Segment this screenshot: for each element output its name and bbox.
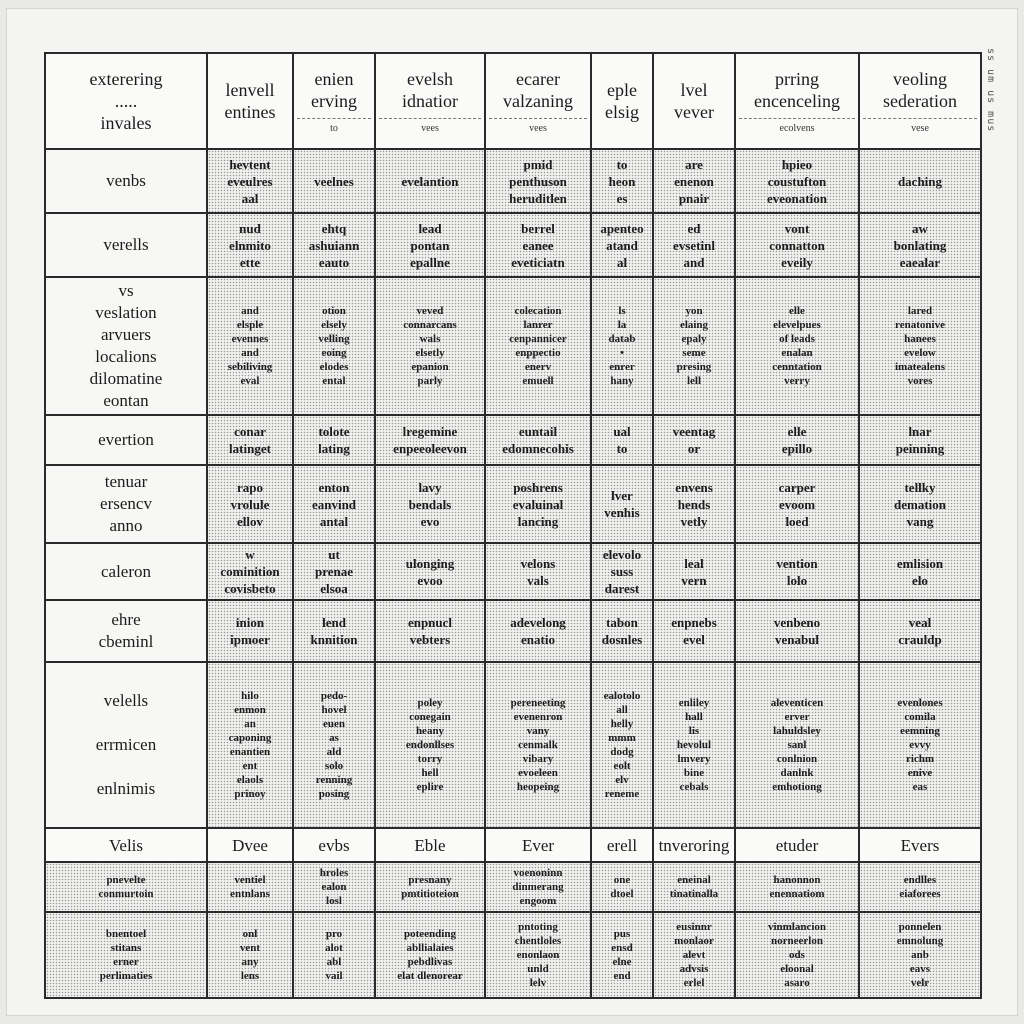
column-header — [293, 53, 375, 149]
section-header-cell — [375, 828, 485, 862]
table-cell — [293, 415, 375, 465]
table-cell-text: ehtq ashuiann eauto — [308, 220, 360, 270]
row-header-text: venbs — [106, 171, 146, 190]
table-cell-text: vention lolo — [776, 555, 818, 588]
footer-row — [45, 862, 981, 912]
section-header-row — [45, 828, 981, 862]
table-cell-text: envens hends vetly — [675, 479, 713, 529]
footer-cell-text: eneinal tinatinalla — [669, 874, 719, 900]
table-cell-text: conar latinget — [229, 424, 271, 456]
section-header-cell — [735, 828, 859, 862]
footer-cell — [375, 912, 485, 998]
table-cell-text: tolote lating — [318, 424, 350, 456]
table-cell — [375, 277, 485, 415]
table-cell — [485, 277, 591, 415]
footer-cell-text: endlles eiaforees — [899, 874, 941, 900]
table-cell — [859, 543, 981, 600]
footer-cell-text: pnevelte conmurtoin — [98, 874, 154, 900]
table-cell-text: lend knnition — [310, 615, 358, 647]
row-header — [45, 662, 207, 828]
table-cell — [375, 415, 485, 465]
table-cell-text: veal crauldp — [898, 615, 942, 647]
table-cell — [859, 149, 981, 213]
section-header-cell-text: Dvee — [232, 835, 268, 855]
footer-cell-text: presnany pmtitioteion — [401, 874, 459, 900]
row-header — [45, 600, 207, 662]
footer-cell-text: ventiel entnlans — [230, 874, 270, 900]
table-cell-text: elle epillo — [781, 424, 813, 456]
table-cell-text: lnar peinning — [895, 424, 945, 456]
table-cell — [859, 600, 981, 662]
table-cell-text: apenteo atand al — [600, 220, 644, 270]
table-cell-text: veved connarcans wals elsetly epanion parly — [403, 305, 457, 387]
section-header-cell-text: evbs — [318, 835, 350, 855]
footer-cell — [45, 862, 207, 912]
column-header — [375, 53, 485, 149]
footer-cell-text: poteending abllialaies pebdlivas elat dlenorear — [397, 928, 463, 982]
table-cell — [207, 213, 293, 277]
table-cell — [735, 543, 859, 600]
row-header — [45, 465, 207, 543]
table-cell — [591, 662, 653, 828]
column-header-text: enien erving — [311, 68, 357, 111]
table-cell — [293, 149, 375, 213]
table-cell — [485, 149, 591, 213]
data-table — [44, 52, 982, 999]
section-header-cell-text: erell — [606, 835, 638, 855]
table-cell — [207, 465, 293, 543]
column-header — [45, 53, 207, 149]
footer-cell-text: bnentoel stitans erner perlimaties — [99, 928, 153, 982]
table-cell-text: hilo enmon an caponing enantien ent elaols prinoy — [228, 690, 272, 800]
table-cell-text: enton eanvind antal — [311, 479, 357, 529]
table-cell — [293, 213, 375, 277]
table-cell — [859, 213, 981, 277]
section-header-cell — [485, 828, 591, 862]
row-header-text: evertion — [98, 430, 154, 449]
footer-cell-text: vinmlancion norneerlon ods eloonal asaro — [767, 921, 827, 989]
row-header-text: verells — [103, 235, 149, 254]
footer-cell-text: pro alot abl vail — [325, 928, 343, 982]
table-cell — [859, 277, 981, 415]
table-cell — [735, 465, 859, 543]
table-cell-text: leal vern — [681, 555, 707, 588]
column-subheader: vees — [489, 118, 587, 135]
row-header — [45, 149, 207, 213]
table-cell — [207, 277, 293, 415]
table-cell-text: are enenon pnair — [674, 156, 714, 206]
table-cell-text: rapo vrolule ellov — [230, 479, 270, 529]
table-cell-text: nud elnmito ette — [229, 220, 271, 270]
section-header-cell-text: Eble — [414, 835, 446, 855]
table-cell-text: lregemine enpeeoleevon — [393, 424, 467, 456]
section-header-cell — [859, 828, 981, 862]
table-cell — [207, 600, 293, 662]
table-cell-text: inion ipmoer — [230, 615, 270, 647]
footer-cell — [591, 912, 653, 998]
table-cell — [485, 465, 591, 543]
table-cell-text: hevtent eveulres aal — [227, 156, 273, 206]
table-cell — [485, 600, 591, 662]
table-cell — [591, 543, 653, 600]
table-cell — [375, 149, 485, 213]
table-cell-text: yon elaing epaly seme presing lell — [676, 305, 712, 387]
table-cell — [591, 415, 653, 465]
column-header-text: evelsh idnatior — [402, 68, 458, 111]
table-cell — [653, 277, 735, 415]
column-header-text: exterering ..... invales — [89, 69, 163, 133]
footer-cell — [653, 862, 735, 912]
table-cell — [293, 600, 375, 662]
table-cell — [375, 600, 485, 662]
table-cell-text: aw bonlating eaealar — [893, 220, 947, 270]
section-header-cell — [207, 828, 293, 862]
footer-cell — [207, 862, 293, 912]
table-cell-text: carper evoom loed — [778, 479, 816, 529]
row-header-text: vs veslation arvuers localions dilomatine eontan — [89, 281, 163, 410]
table-cell — [485, 543, 591, 600]
footer-cell-text: pntoting chentloles enonlaon unld lelv — [514, 921, 562, 989]
table-cell-text: lared renatonive hanees evelow imatealens vores — [894, 305, 946, 387]
table-cell-text: daching — [897, 173, 943, 189]
table-cell — [591, 149, 653, 213]
table-cell-text: ealotolo all helly mmm dodg eolt elv reneme — [603, 690, 641, 800]
table-row — [45, 662, 981, 828]
column-header — [653, 53, 735, 149]
table-cell-text: poshrens evaluinal lancing — [512, 479, 564, 529]
footer-cell-text: hanonnon enennatiom — [769, 874, 825, 900]
table-cell — [735, 277, 859, 415]
column-subheader: ecolvens — [739, 118, 855, 135]
footer-cell — [735, 862, 859, 912]
table-cell — [485, 213, 591, 277]
column-header — [859, 53, 981, 149]
section-header-cell-text: Ever — [521, 835, 555, 855]
footer-cell — [485, 862, 591, 912]
column-subheader: vees — [379, 118, 481, 135]
table-cell — [485, 662, 591, 828]
table-cell — [293, 543, 375, 600]
table-cell — [653, 662, 735, 828]
table-row — [45, 600, 981, 662]
footer-cell — [45, 912, 207, 998]
section-header-cell — [591, 828, 653, 862]
footer-cell — [653, 912, 735, 998]
footer-cell-text: one dtoel — [610, 874, 634, 900]
footer-cell — [859, 912, 981, 998]
table-cell-text: tellky demation vang — [894, 479, 946, 529]
table-cell — [375, 543, 485, 600]
table-cell-text: ed evsetinl and — [673, 220, 715, 270]
table-cell — [485, 415, 591, 465]
table-cell-text: elevolo suss darest — [602, 547, 642, 596]
footer-cell — [207, 912, 293, 998]
column-header-text: lenvell entines — [224, 80, 276, 122]
column-header — [735, 53, 859, 149]
section-header-cell-text: tnveroring — [658, 835, 730, 855]
row-header-text: caleron — [100, 561, 152, 581]
row-header-text: velells errmicen enlnimis — [95, 691, 157, 798]
table-cell-text: euntail edomnecohis — [502, 424, 574, 456]
table-cell — [375, 465, 485, 543]
footer-cell-text: pus ensd elne end — [611, 928, 633, 982]
table-cell-text: to heon es — [608, 156, 636, 206]
table-cell-text: tabon dosnles — [601, 615, 643, 647]
table-cell-text: otion elsely velling eoing elodes ental — [318, 305, 350, 387]
section-header-cell — [45, 828, 207, 862]
footer-cell-text: onl vent any lens — [239, 928, 261, 982]
table-cell-text: aleventicen erver lahuldsley sanl conlnion danlnk emhotiong — [770, 697, 824, 793]
table-cell-text: venbeno venabul — [773, 615, 821, 647]
table-cell — [207, 543, 293, 600]
table-cell-text: hpieo coustufton eveonation — [767, 156, 827, 206]
table-cell-text: adevelong enatio — [510, 615, 566, 647]
table-cell — [207, 662, 293, 828]
row-header-text: ehre cbeminl — [98, 610, 154, 651]
footer-cell — [485, 912, 591, 998]
table-cell-text: emlision elo — [896, 555, 944, 588]
table-cell — [653, 465, 735, 543]
table-cell-text: evenlones comila eemning evvy richm enive eas — [897, 697, 943, 793]
row-header — [45, 415, 207, 465]
column-header — [591, 53, 653, 149]
edge-marks: ss um us mus — [985, 48, 996, 133]
table-cell — [653, 149, 735, 213]
table-row — [45, 213, 981, 277]
table-row — [45, 465, 981, 543]
section-header-cell-text: etuder — [775, 835, 819, 855]
table-cell-text: pmid penthuson heruditlen — [509, 156, 567, 206]
footer-cell-text: ponnelen emnolung anb eavs velr — [896, 921, 944, 989]
table-row — [45, 415, 981, 465]
header-row — [45, 53, 981, 149]
table-cell — [375, 213, 485, 277]
table-cell-text: and elsple evennes and sebiliving eval — [227, 305, 273, 387]
table-cell — [735, 662, 859, 828]
column-header-text: eple elsig — [605, 80, 639, 122]
table-cell-text: vont connatton eveily — [769, 220, 825, 270]
scanned-sheet — [6, 8, 1018, 1016]
table-cell — [735, 600, 859, 662]
table-cell-text: veentag or — [672, 424, 716, 456]
column-subheader: to — [297, 118, 371, 135]
column-header-text: lvel vever — [674, 80, 714, 122]
footer-cell — [293, 912, 375, 998]
table-cell — [735, 213, 859, 277]
table-cell — [207, 415, 293, 465]
table-cell — [293, 662, 375, 828]
table-cell-text: lavy bendals evo — [408, 479, 452, 529]
footer-cell — [293, 862, 375, 912]
table-cell — [653, 600, 735, 662]
table-cell — [207, 149, 293, 213]
table-cell-text: ulonging evoo — [405, 555, 455, 588]
table-cell — [375, 662, 485, 828]
section-header-cell-text: Velis — [109, 835, 143, 855]
footer-cell — [859, 862, 981, 912]
table-cell — [859, 415, 981, 465]
table-cell-text: enliley hall lis hevolul lmvery bine cebals — [676, 697, 712, 793]
table-cell-text: elle elevelpues of leads enalan cenntation verry — [772, 305, 822, 387]
table-cell-text: colecation lanrer cenpannicer enppectio enerv emuell — [509, 305, 567, 387]
footer-row — [45, 912, 981, 998]
row-header — [45, 213, 207, 277]
table-cell — [591, 465, 653, 543]
row-header — [45, 277, 207, 415]
column-header-text: veoling sederation — [883, 68, 957, 111]
table-cell-text: pereneeting evenenron vany cenmalk vibary evoeleen heopeing — [510, 697, 566, 793]
table-cell — [735, 415, 859, 465]
footer-cell-text: eusinnr monlaor alevt advsis erlel — [674, 921, 714, 989]
table-cell-text: berrel eanee eveticiatn — [511, 220, 565, 270]
table-cell-text: velons vals — [520, 555, 556, 588]
table-cell-text: w cominition covisbeto — [220, 547, 280, 596]
table-cell-text: ual to — [613, 424, 631, 456]
table-cell — [859, 465, 981, 543]
footer-cell-text: voenoninn dinmerang engoom — [512, 867, 564, 907]
table-row — [45, 277, 981, 415]
footer-cell — [735, 912, 859, 998]
footer-cell — [591, 862, 653, 912]
table-cell-text: lead pontan epallne — [410, 220, 450, 270]
footer-cell — [375, 862, 485, 912]
table-cell — [735, 149, 859, 213]
table-cell — [293, 465, 375, 543]
column-header — [207, 53, 293, 149]
section-header-cell — [653, 828, 735, 862]
table-cell-text: pedo- hovel euen as ald solo renning posing — [315, 690, 353, 800]
table-cell-text: poley conegain heany endonllses torry hell eplire — [405, 697, 455, 793]
row-header-text: tenuar ersencv anno — [100, 472, 152, 535]
footer-cell-text: hroles ealon losl — [319, 867, 349, 907]
column-subheader: vese — [863, 118, 977, 135]
section-header-cell-text: Evers — [900, 835, 940, 855]
table-cell-text: lver venhis — [604, 488, 640, 520]
table-cell — [653, 213, 735, 277]
table-row — [45, 543, 981, 600]
column-header-text: prring encenceling — [754, 68, 840, 111]
table-cell — [591, 600, 653, 662]
column-header — [485, 53, 591, 149]
table-cell-text: enpnucl vebters — [407, 615, 453, 647]
row-header — [45, 543, 207, 600]
table-cell-text: evelantion — [401, 173, 459, 189]
table-cell — [591, 213, 653, 277]
table-cell-text: ut prenae elsoa — [314, 547, 354, 596]
table-cell — [859, 662, 981, 828]
table-cell — [653, 543, 735, 600]
table-cell — [293, 277, 375, 415]
table-cell-text: veelnes — [314, 173, 354, 189]
table-cell-text: ls la datab • enrer hany — [608, 305, 636, 387]
column-header-text: ecarer valzaning — [503, 68, 573, 111]
section-header-cell — [293, 828, 375, 862]
table-cell — [591, 277, 653, 415]
table-cell-text: enpnebs evel — [671, 615, 717, 647]
table-cell — [653, 415, 735, 465]
table-row — [45, 149, 981, 213]
